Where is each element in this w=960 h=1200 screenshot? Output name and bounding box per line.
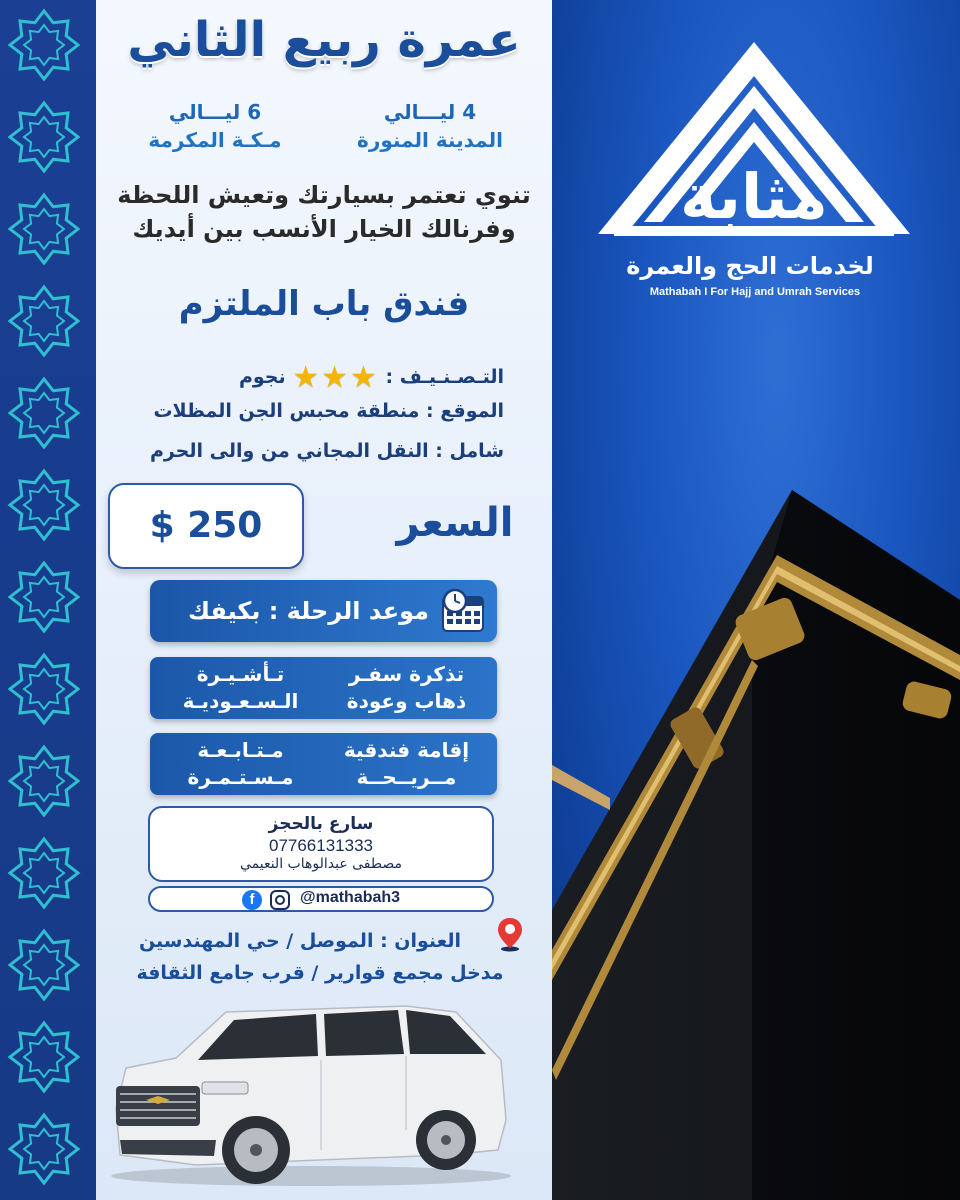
star-ornament-icon bbox=[10, 839, 78, 907]
star-ornament-inner-icon bbox=[24, 117, 64, 157]
star-ornament-inner-icon bbox=[24, 945, 64, 985]
hotel-name: فندق باب الملتزم bbox=[178, 284, 470, 324]
star-ornament-inner-icon bbox=[24, 1037, 64, 1077]
rating-label: التـصـنـيـف : bbox=[385, 366, 504, 388]
feature-visa bbox=[158, 661, 323, 715]
eight-point-star-pattern-icon bbox=[0, 0, 96, 1200]
feature-line: تـأشـيـرة bbox=[196, 662, 285, 686]
slogan-line: وفرنالك الخيار الأنسب بين أيديك bbox=[132, 215, 516, 243]
star-ornament-icon bbox=[10, 655, 78, 723]
rating-suffix: نجوم bbox=[238, 366, 286, 388]
star-ornament-icon bbox=[10, 287, 78, 355]
includes-text: شامل : النقل المجاني من والى الحرم bbox=[149, 440, 504, 462]
rating-row bbox=[110, 360, 530, 395]
price-label: السعر bbox=[396, 500, 514, 546]
star-ornament-icon bbox=[10, 747, 78, 815]
star-ornament-inner-icon bbox=[24, 1129, 64, 1169]
star-rating-icon: ★★★ bbox=[292, 360, 379, 395]
feature-line: مــريــحــة bbox=[356, 765, 457, 789]
star-ornament-icon bbox=[10, 11, 78, 79]
nights-count: 6 ليـــالي bbox=[168, 100, 262, 124]
logo-arabic-tagline: لخدمات الحج والعمرة bbox=[626, 252, 874, 280]
location-text: الموقع : منطقة محبس الجن المظلات bbox=[153, 400, 504, 422]
feature-line: إقامة فندقية bbox=[343, 738, 470, 762]
price-value: $ 250 bbox=[108, 483, 304, 569]
contact-name: مصطفى عبدالوهاب النعيمي bbox=[239, 856, 403, 872]
feature-line: الـسـعـوديـة bbox=[182, 689, 299, 713]
feature-line: ذهاب وعودة bbox=[346, 689, 467, 713]
star-ornament-inner-icon bbox=[24, 761, 64, 801]
star-ornament-inner-icon bbox=[24, 301, 64, 341]
star-ornament-inner-icon bbox=[24, 669, 64, 709]
contact-card bbox=[148, 806, 494, 882]
logo-english-tagline: Mathabah I For Hajj and Umrah Services bbox=[649, 286, 861, 298]
star-ornament-icon bbox=[10, 103, 78, 171]
instagram-icon[interactable] bbox=[270, 890, 290, 910]
star-ornament-inner-icon bbox=[24, 485, 64, 525]
social-handle[interactable]: @mathabah3 bbox=[300, 889, 401, 906]
contact-heading: سارع بالحجز bbox=[268, 814, 374, 834]
star-ornament-inner-icon bbox=[24, 393, 64, 433]
social-bar bbox=[148, 886, 494, 912]
feature-box-ticket-visa bbox=[150, 657, 497, 719]
star-ornament-icon bbox=[10, 471, 78, 539]
feature-hotel-stay bbox=[324, 737, 489, 791]
page-title: عمرة ربيع الثاني bbox=[127, 12, 521, 68]
star-ornament-icon bbox=[10, 379, 78, 447]
feature-line: تذكرة سفـر bbox=[348, 662, 465, 686]
star-ornament-icon bbox=[10, 195, 78, 263]
decorative-star-strip bbox=[0, 0, 96, 1200]
mathabah-logo bbox=[594, 38, 914, 248]
kaaba-image bbox=[552, 480, 960, 1200]
address-line: مدخل مجمع قوارير / قرب جامع الثقافة bbox=[136, 962, 504, 984]
star-ornament-inner-icon bbox=[24, 25, 64, 65]
nights-city: المدينة المنورة bbox=[357, 128, 503, 152]
nights-count: 4 ليـــالي bbox=[383, 100, 477, 124]
suv-car-image bbox=[106, 990, 516, 1190]
star-ornament-inner-icon bbox=[24, 209, 64, 249]
star-ornament-inner-icon bbox=[24, 577, 64, 617]
feature-line: مـسـتـمـرة bbox=[187, 765, 294, 789]
feature-line: مـتـابـعـة bbox=[197, 738, 284, 762]
trip-date-text: موعد الرحلة : بكيفك bbox=[187, 597, 429, 625]
star-ornament-icon bbox=[10, 931, 78, 999]
nights-city: مـكـة المكرمة bbox=[148, 128, 282, 152]
feature-ticket bbox=[324, 661, 489, 715]
star-ornament-icon bbox=[10, 563, 78, 631]
contact-phone[interactable]: 07766131333 bbox=[268, 836, 373, 855]
address-line: العنوان : الموصل / حي المهندسين bbox=[138, 930, 462, 952]
trip-date-banner bbox=[150, 580, 497, 642]
slogan-line: تنوي تعتمر بسيارتك وتعيش اللحظة bbox=[117, 181, 531, 209]
calendar-clock-icon bbox=[439, 587, 487, 635]
feature-followup bbox=[158, 737, 323, 791]
facebook-icon[interactable]: f bbox=[242, 890, 262, 910]
slogan bbox=[100, 178, 548, 246]
feature-box-hotel-followup bbox=[150, 733, 497, 795]
star-ornament-icon bbox=[10, 1115, 78, 1183]
logo-wordmark: مثابة bbox=[680, 160, 828, 233]
nights-makkah bbox=[120, 100, 310, 152]
star-ornament-inner-icon bbox=[24, 853, 64, 893]
star-ornament-icon bbox=[10, 1023, 78, 1091]
nights-madinah bbox=[330, 100, 530, 152]
